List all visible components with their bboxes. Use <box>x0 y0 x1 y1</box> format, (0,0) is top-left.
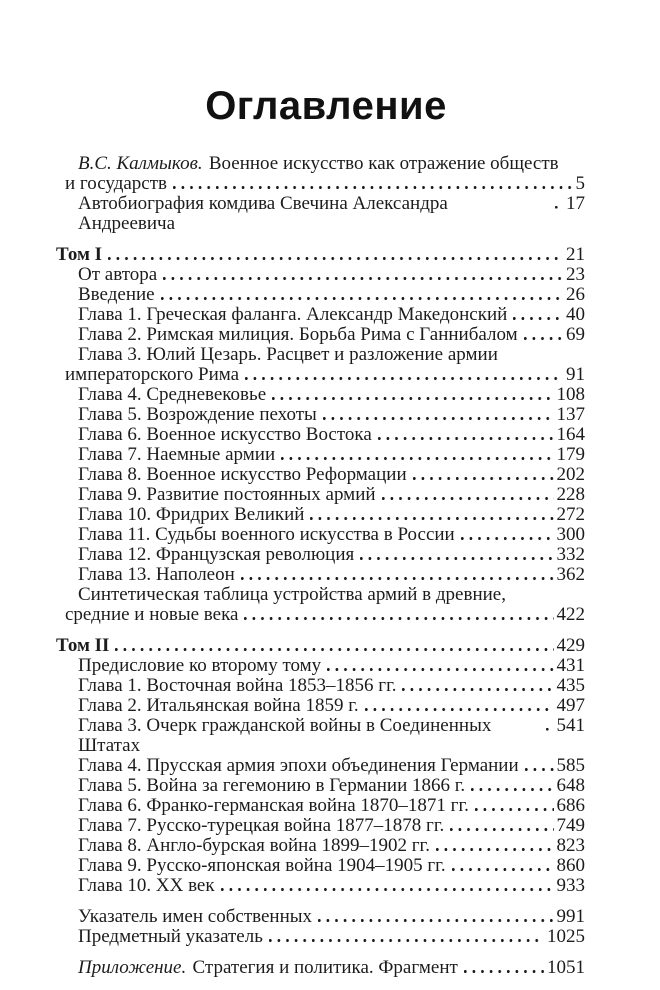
toc-entry-text: Глава 13. Наполеон <box>78 564 235 585</box>
toc-entry-label <box>78 696 359 716</box>
toc-entry <box>56 465 585 485</box>
toc-entry-continuation <box>56 365 585 385</box>
toc-entry-label <box>78 265 157 285</box>
toc-entry <box>56 285 585 305</box>
dot-leader <box>281 457 553 460</box>
toc-entry-text: Глава 12. Французская революция <box>78 544 355 565</box>
toc-entry <box>56 927 585 947</box>
dot-leader <box>115 648 553 651</box>
toc-entry-text: Глава 3. Очерк гражданской войны в Соединенных Штатах <box>78 715 492 756</box>
toc-entry-text: Предметный указатель <box>78 926 263 947</box>
toc-entry-label <box>78 776 465 796</box>
dot-leader <box>221 888 554 891</box>
toc-entry <box>56 958 585 978</box>
page-number: 26 <box>566 284 585 305</box>
toc-entry-wrap-text: и государств <box>65 173 168 194</box>
dot-leader <box>513 317 563 320</box>
dot-leader <box>524 337 563 340</box>
toc-entry-label <box>78 584 506 605</box>
toc-entry-label <box>78 565 235 585</box>
page-number: 823 <box>556 835 585 856</box>
dot-leader <box>360 557 553 560</box>
toc-volume-header <box>56 245 585 265</box>
page-number: 429 <box>556 635 585 656</box>
toc-entry-text: Глава 9. Развитие постоянных армий <box>78 484 376 505</box>
dot-leader <box>525 768 554 771</box>
toc-section-indexes <box>56 907 585 947</box>
toc-entry <box>56 485 585 505</box>
page-number: 541 <box>556 715 585 736</box>
toc-entry-label <box>78 676 396 696</box>
toc-section-appendix <box>56 958 585 978</box>
page-number: 272 <box>556 504 585 525</box>
toc-entry-label <box>78 153 559 174</box>
toc-entry-text: Глава 2. Римская милиция. Борьба Рима с Ганнибалом <box>78 324 518 345</box>
toc-entry-label <box>78 425 372 445</box>
toc-entry <box>56 716 585 756</box>
toc-entry-label <box>78 194 549 234</box>
page-number: 435 <box>556 675 585 696</box>
page-number: 23 <box>566 264 585 285</box>
page-number: 40 <box>566 304 585 325</box>
page-number: 362 <box>556 564 585 585</box>
toc-section-volume-1 <box>56 245 585 625</box>
dot-leader <box>173 186 572 189</box>
page-number: 17 <box>566 193 585 214</box>
toc-entry-text: Глава 8. Англо-бурская война 1899–1902 гг. <box>78 835 430 856</box>
page-number: 1025 <box>547 926 585 947</box>
toc-entry <box>56 836 585 856</box>
toc-entry <box>56 856 585 876</box>
dot-leader <box>272 397 553 400</box>
dot-leader <box>402 688 553 691</box>
page-number: 21 <box>566 244 585 265</box>
toc-entry-label <box>78 485 376 505</box>
toc-entry-text: Глава 1. Греческая фаланга. Александр Македонский <box>78 304 508 325</box>
page-number: 108 <box>556 384 585 405</box>
toc-entry-text: От автора <box>78 264 158 285</box>
toc-entry-text: Глава 3. Юлий Цезарь. Расцвет и разложение армии <box>78 344 498 365</box>
toc-entry-text: Глава 2. Итальянская война 1859 г. <box>78 695 359 716</box>
toc-entry <box>56 505 585 525</box>
toc-entry <box>56 545 585 565</box>
toc-entry-text: Указатель имен собственных <box>78 906 313 927</box>
toc-entry <box>56 816 585 836</box>
toc-entry-label <box>78 796 469 816</box>
toc-entry-wrap-text: средние и новые века <box>65 604 239 625</box>
page-number: 69 <box>566 324 585 345</box>
page-number: 933 <box>556 875 585 896</box>
page-number: 164 <box>556 424 585 445</box>
page-number: 91 <box>566 364 585 385</box>
page-number: 497 <box>556 695 585 716</box>
toc-entry-label <box>78 545 354 565</box>
toc-entry-continuation <box>56 605 585 625</box>
dot-leader <box>546 728 554 731</box>
dot-leader <box>310 517 553 520</box>
toc-entry <box>56 796 585 816</box>
toc-entry-label <box>78 344 498 365</box>
page-number: 332 <box>556 544 585 565</box>
toc-entry <box>56 525 585 545</box>
dot-leader <box>269 939 544 942</box>
page-number: 179 <box>556 444 585 465</box>
toc-entry <box>56 696 585 716</box>
toc-section-volume-2 <box>56 636 585 896</box>
toc-entry-label <box>78 876 215 896</box>
dot-leader <box>244 617 553 620</box>
toc-entry-label <box>78 305 507 325</box>
toc-entry-first-line <box>56 345 585 365</box>
toc-entry-continuation <box>56 174 585 194</box>
toc-entry <box>56 325 585 345</box>
toc-entry-label <box>78 816 444 836</box>
page-number: 686 <box>556 795 585 816</box>
toc-entry-text: Глава 10. XX век <box>78 875 215 896</box>
dot-leader <box>471 788 553 791</box>
toc-entry-text: Глава 6. Франко-германская война 1870–1871 гг. <box>78 795 469 816</box>
toc-entry-text: Глава 6. Военное искусство Востока <box>78 424 372 445</box>
toc-volume-header <box>56 636 585 656</box>
table-of-contents <box>56 154 585 978</box>
toc-entry-text: Глава 10. Фридрих Великий <box>78 504 305 525</box>
toc-entry-first-line <box>56 154 585 174</box>
toc-entry-text: Автобиография комдива Свечина Александра Андреевича <box>78 193 448 234</box>
page-number: 137 <box>556 404 585 425</box>
toc-entry-wrap-text: императорского Рима <box>65 364 240 385</box>
toc-entry <box>56 405 585 425</box>
dot-leader <box>327 668 553 671</box>
toc-entry-label <box>78 907 312 927</box>
toc-entry <box>56 756 585 776</box>
toc-entry-author: В.С. Калмыков. <box>78 153 203 174</box>
toc-entry-author: Приложение. <box>78 957 187 978</box>
toc-entry-label <box>78 385 266 405</box>
dot-leader <box>475 808 554 811</box>
page-number: 300 <box>556 524 585 545</box>
dot-leader <box>163 277 563 280</box>
toc-entry <box>56 676 585 696</box>
toc-entry <box>56 445 585 465</box>
dot-leader <box>461 537 554 540</box>
page-number: 5 <box>575 173 585 194</box>
toc-entry <box>56 876 585 896</box>
toc-entry <box>56 656 585 676</box>
toc-entry <box>56 776 585 796</box>
dot-leader <box>161 297 563 300</box>
toc-section-front-matter <box>56 154 585 234</box>
toc-entry-label <box>78 716 540 756</box>
toc-entry <box>56 385 585 405</box>
toc-entry <box>56 907 585 927</box>
toc-entry-text: Глава 4. Прусская армия эпохи объединения Германии <box>78 755 519 776</box>
dot-leader <box>378 437 554 440</box>
toc-entry-text: Стратегия и политика. Фрагмент <box>192 957 458 978</box>
page-number: 648 <box>556 775 585 796</box>
toc-entry-label <box>78 656 321 676</box>
toc-entry <box>56 565 585 585</box>
dot-leader <box>555 206 563 209</box>
toc-entry-label <box>78 465 407 485</box>
volume-title: Том I <box>56 244 103 265</box>
toc-entry-label <box>78 325 518 345</box>
toc-entry-first-line <box>56 585 585 605</box>
toc-entry-text: Введение <box>78 284 155 305</box>
toc-entry-label <box>78 927 263 947</box>
toc-entry-label <box>78 756 519 776</box>
dot-leader <box>323 417 554 420</box>
toc-entry-text: Глава 7. Русско-турецкая война 1877–1878 гг. <box>78 815 445 836</box>
toc-entry <box>56 265 585 285</box>
toc-entry <box>56 194 585 234</box>
toc-entry-text: Глава 5. Война за гегемонию в Германии 1866 г. <box>78 775 466 796</box>
dot-leader <box>365 708 554 711</box>
dot-leader <box>382 497 554 500</box>
dot-leader <box>436 848 554 851</box>
toc-entry-text: Глава 1. Восточная война 1853–1856 гг. <box>78 675 397 696</box>
page-number: 431 <box>556 655 585 676</box>
toc-entry-label <box>78 505 304 525</box>
toc-entry-text: Глава 9. Русско-японская война 1904–1905 гг. <box>78 855 446 876</box>
dot-leader <box>464 970 544 973</box>
page-number: 202 <box>556 464 585 485</box>
toc-entry-text: Глава 7. Наемные армии <box>78 444 276 465</box>
page-number: 991 <box>556 906 585 927</box>
toc-entry-text: Военное искусство как отражение обществ <box>208 153 559 174</box>
toc-entry <box>56 425 585 445</box>
toc-entry-label <box>78 525 455 545</box>
toc-entry-label <box>78 856 446 876</box>
page-number: 749 <box>556 815 585 836</box>
toc-entry-text: Глава 4. Средневековье <box>78 384 267 405</box>
dot-leader <box>245 377 563 380</box>
page-title: Оглавление <box>205 84 447 128</box>
dot-leader <box>413 477 554 480</box>
page-number: 860 <box>556 855 585 876</box>
dot-leader <box>318 919 553 922</box>
toc-entry-label <box>78 405 317 425</box>
toc-entry-text: Глава 11. Судьбы военного искусства в России <box>78 524 455 545</box>
dot-leader <box>452 868 554 871</box>
toc-entry-text: Синтетическая таблица устройства армий в древние, <box>78 584 506 605</box>
page-number: 228 <box>556 484 585 505</box>
dot-leader <box>241 577 554 580</box>
toc-entry-label <box>78 836 430 856</box>
dot-leader <box>450 828 553 831</box>
page-number: 585 <box>556 755 585 776</box>
toc-entry-text: Предисловие ко второму тому <box>78 655 322 676</box>
volume-title: Том II <box>56 635 110 656</box>
toc-entry <box>56 305 585 325</box>
toc-entry-label <box>78 445 275 465</box>
page-number: 422 <box>556 604 585 625</box>
dot-leader <box>108 257 563 260</box>
page-number: 1051 <box>547 957 585 978</box>
toc-entry-text: Глава 5. Возрождение пехоты <box>78 404 317 425</box>
toc-entry-text: Глава 8. Военное искусство Реформации <box>78 464 407 485</box>
toc-entry-label <box>78 958 458 978</box>
toc-entry-label <box>78 285 155 305</box>
